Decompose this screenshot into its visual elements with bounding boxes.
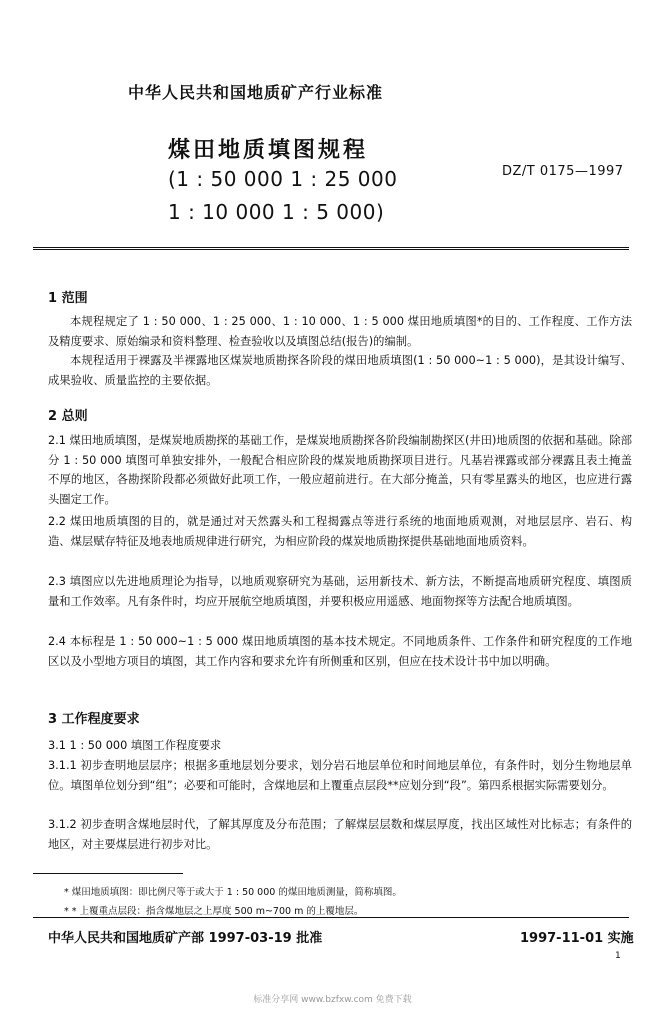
footer-divider	[33, 917, 629, 918]
section-1-heading: 1 范围	[48, 291, 88, 306]
section-1-paragraph-2: 本规程适用于裸露及半裸露地区煤炭地质勘探各阶段的煤田地质填图(1 : 50 000~1 : 5 000)，是其设计编写、成果验收、质量监控的主要依据。	[48, 354, 632, 387]
clause-2-3: 2.3 填图应以先进地质理论为指导，以地质观察研究为基础，运用新技术、新方法，不断提高地质研究程度、填图质量和工作效率。凡有条件时，均应开展航空地质填图，并要积极应用遥感、地面物探等方法配合地质填图。	[48, 575, 632, 608]
clause-2-4: 2.4 本标程是 1 : 50 000~1 : 5 000 煤田地质填图的基本技术规定。不同地质条件、工作条件和研究程度的工作地区以及小型地方项目的填图，其工作内容和要求允许有所侧重和区别，但应在技术设计书中加以明确。	[48, 635, 632, 668]
effective-date: 1997-11-01 实施	[520, 931, 634, 946]
clause-2-1: 2.1 煤田地质填图，是煤炭地质勘探的基础工作，是煤炭地质勘探各阶段编制勘探区(井田)地质图的依据和基础。除部分 1 : 50 000 填图可单独安排外，一般配合相应阶段的煤炭地质勘探项目进行。凡基岩裸露或部分裸露且表土掩盖不厚的地区，各勘探阶段都必须做好此项工作，一般应超前进行。在大部分掩盖，只有零星露头的地区，也应进行露头圈定工作。	[48, 434, 632, 506]
site-watermark: 标准分享网 www.bzfxw.com 免费下载	[253, 995, 412, 1005]
footnote-1: * 煤田地质填图：即比例尺等于或大于 1 : 50 000 的煤田地质测量，简称填图。	[64, 887, 402, 898]
clause-3-1: 3.1 1 : 50 000 填图工作程度要求	[48, 739, 222, 752]
standard-organization: 中华人民共和国地质矿产行业标准	[128, 83, 384, 102]
clause-3-1-2: 3.1.2 初步查明含煤地层时代，了解其厚度及分布范围；了解煤层层数和煤层厚度，找出区域性对比标志；有条件的地区，对主要煤层进行初步对比。	[48, 818, 632, 851]
approval-line: 中华人民共和国地质矿产部 1997-03-19 批准	[48, 931, 323, 946]
standard-code: DZ/T 0175—1997	[502, 164, 624, 179]
footnote-divider	[33, 873, 183, 874]
page-number: 1	[615, 951, 621, 961]
scale-line-1: (1 : 50 000 1 : 25 000	[168, 167, 398, 191]
section-2-heading: 2 总则	[48, 409, 88, 424]
clause-3-1-1: 3.1.1 初步查明地层层序；根据多重地层划分要求，划分岩石地层单位和时间地层单位，有条件时，划分生物地层单位。填图单位划分到“组”；必要和可能时，含煤地层和上覆重点层段**应划分到“段”。第四系根据实际需要划分。	[48, 759, 632, 792]
clause-2-2: 2.2 煤田地质填图的目的，就是通过对天然露头和工程揭露点等进行系统的地面地质观测，对地层层序、岩石、构造、煤层赋存特征及地表地质规律进行研究，为相应阶段的煤炭地质勘探提供基础地面地质资料。	[48, 515, 632, 548]
section-3-heading: 3 工作程度要求	[48, 712, 140, 727]
section-1-paragraph-1: 本规程规定了 1 : 50 000、1 : 25 000、1 : 10 000、1 : 5 000 煤田地质填图*的目的、工作程度、工作方法及精度要求、原始编录和资料整理、检查验收以及填图总结(报告)的编制。	[48, 315, 632, 348]
document-title: 煤田地质填图规程	[168, 138, 369, 163]
header-divider	[33, 247, 629, 250]
scale-line-2: 1 : 10 000 1 : 5 000)	[168, 200, 385, 224]
footnote-2: * * 上覆重点层段：指含煤地层之上厚度 500 m~700 m 的上覆地层。	[64, 906, 364, 917]
